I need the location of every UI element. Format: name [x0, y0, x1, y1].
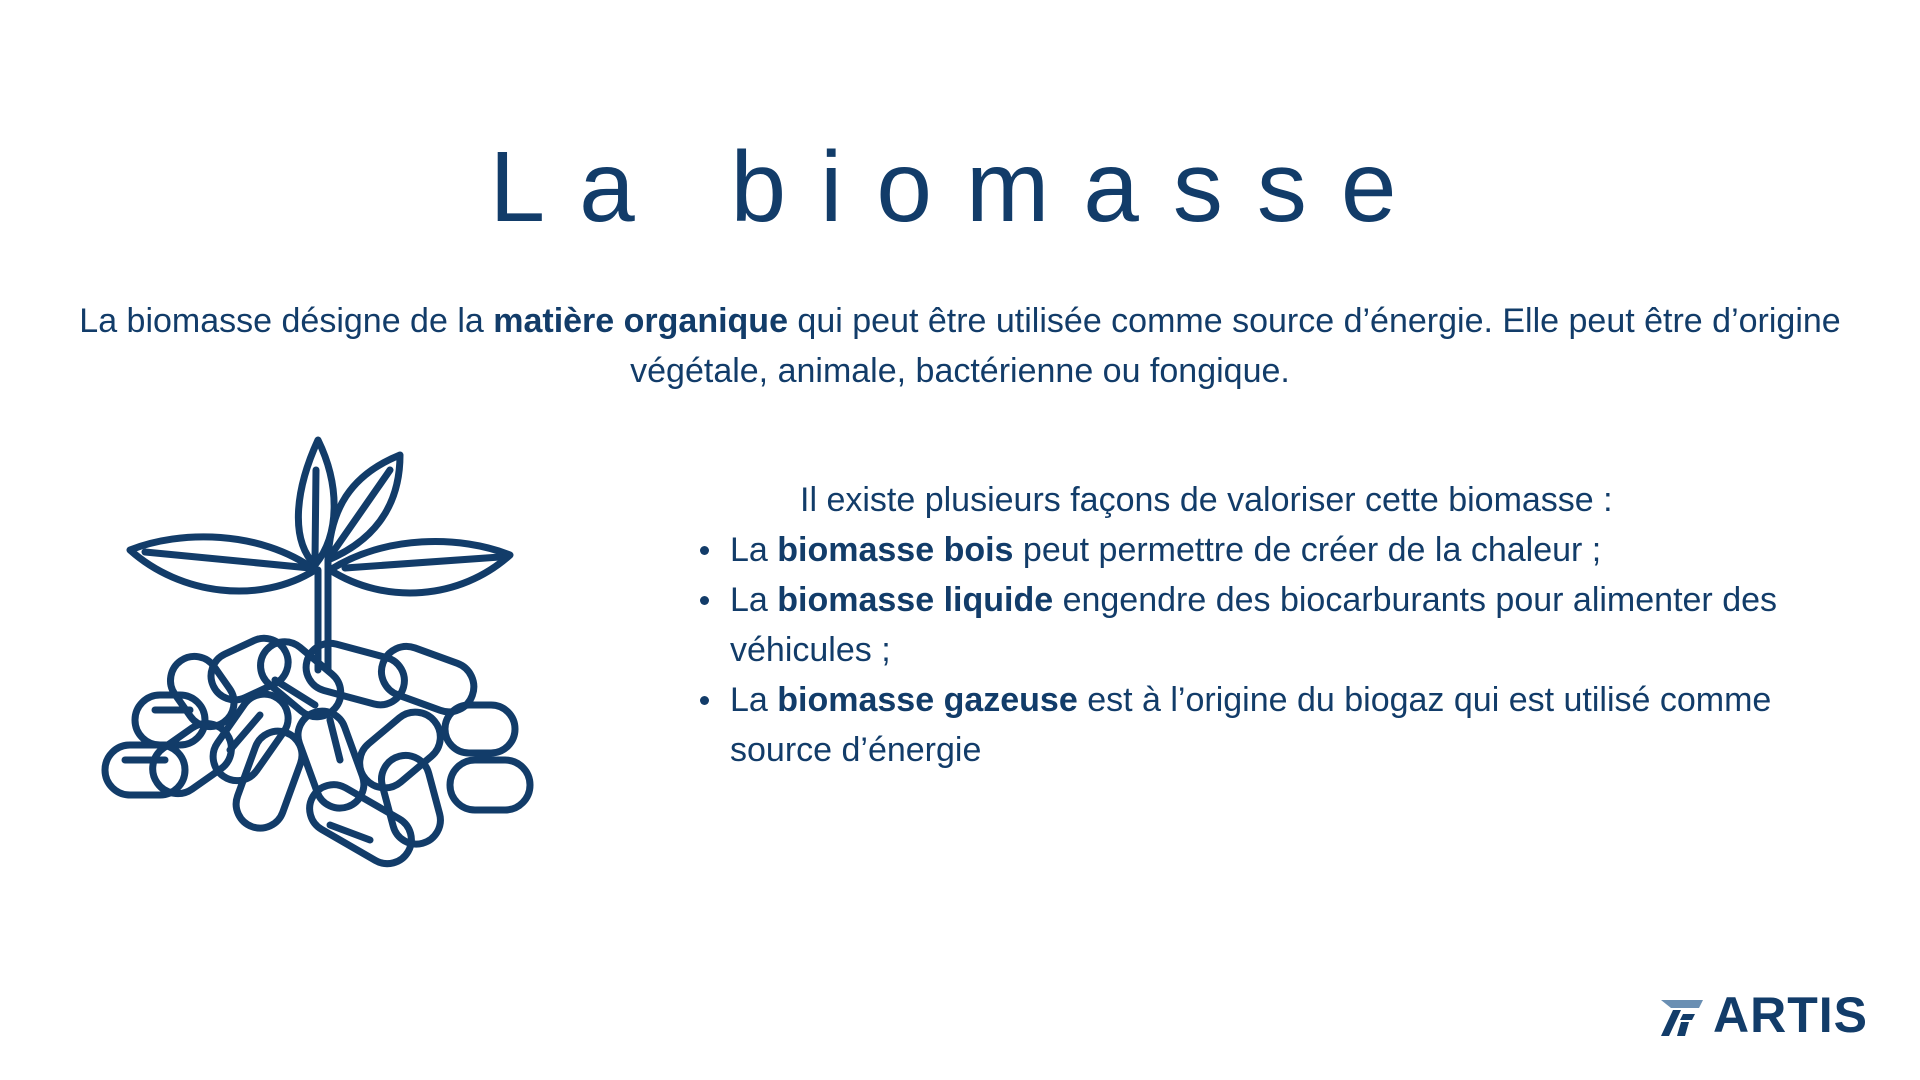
page-title: La biomasse: [489, 131, 1431, 243]
list-item-rest: peut permettre de créer de la chaleur ;: [1013, 531, 1602, 569]
list-item-bold: biomasse bois: [777, 531, 1014, 569]
list-item-rest: est à l’origine du biogaz qui est utilisé comme source d’énergie: [730, 681, 1772, 769]
list-item-bold: biomasse liquide: [777, 581, 1054, 619]
list-item-rest: engendre des biocarburants pour alimenter des véhicules ;: [730, 581, 1778, 669]
list-item-prefix: La: [730, 681, 778, 719]
list-item: [714, 525, 1840, 575]
artis-logo: [1659, 985, 1868, 1045]
list-item-prefix: La: [730, 581, 778, 619]
intro-text-end: qui peut être utilisée comme source d’énergie. Elle peut être d’origine végétale, animale, bactérienne ou fongique.: [630, 302, 1841, 390]
intro-paragraph: [30, 296, 1890, 396]
valorisation-list: [690, 525, 1840, 775]
intro-bold-term: matière organique: [493, 302, 788, 340]
list-lead-text: Il existe plusieurs façons de valoriser cette biomasse :: [800, 481, 1613, 519]
artis-logo-mark: [1659, 992, 1705, 1038]
list-item-prefix: La: [730, 531, 778, 569]
biomass-plant-wood-pellets-icon: [100, 430, 550, 880]
list-item-bold: biomasse gazeuse: [777, 681, 1078, 719]
logo-text: ARTIS: [1713, 987, 1868, 1043]
valorisation-section: [690, 475, 1840, 775]
intro-text-start: La biomasse désigne de la: [79, 302, 494, 340]
list-item: [714, 675, 1840, 775]
list-item: [714, 575, 1840, 675]
